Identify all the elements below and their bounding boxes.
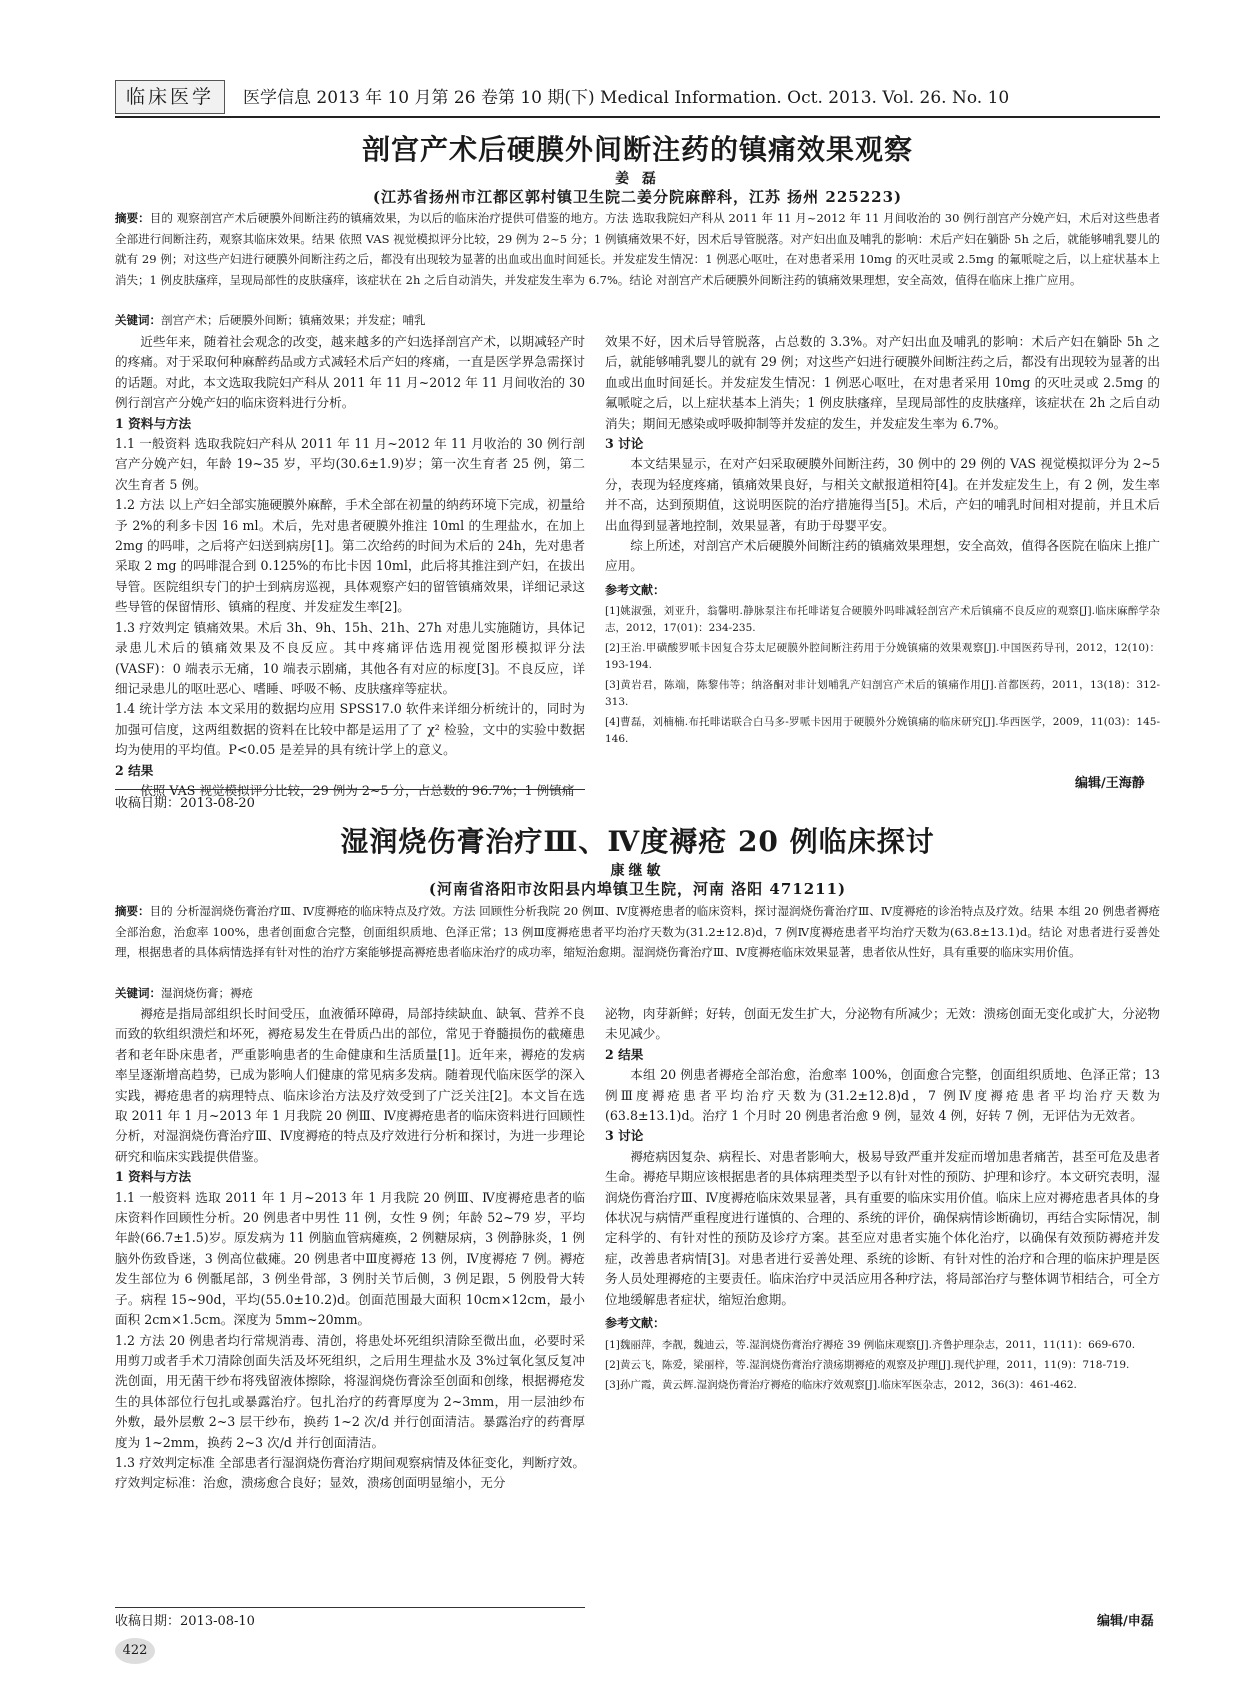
body-paragraph: 近些年来，随着社会观念的改变，越来越多的产妇选择剖宫产术，以期减轻产时的疼痛。对于采取何种麻醉药品或方式减轻术后产妇的疼痛，一直是医学界急需探讨的话题。对此，本文选取我院妇产科从 2011 年 11 月~2012 年 11 月间收治的 30 例行剖宫产分娩产妇的临床资料进行分析。 [115, 334, 585, 411]
subsection-paragraph: 1.3 疗效判定 镇痛效果。术后 3h、9h、15h、21h、27h 对患儿实施随访，具体记录患儿术后的镇痛效果及不良反应。其中疼痛评估选用视觉图形模拟评分法(VASF)：0 端表示无痛，10 端表示剧痛，其他各有对应的标度[3]。不良反应，详细记录患儿的呕吐恶心、嗜睡、呼吸不畅、皮肤瘙痒等症状。 [115, 619, 585, 696]
article2-keywords [115, 985, 1160, 1001]
reference-item: [4]曹磊，刘楠楠.布托啡诺联合白马多-罗哌卡因用于硬膜外分娩镇痛的临床研究[J].华西医学，2009，11(03)：145-146. [605, 716, 1160, 746]
reference-item: [3]孙广霞，黄云辉.湿润烧伤膏治疗褥疮的临床疗效观察[J].临床军医杂志，2012，36(3)：461-462. [605, 1378, 1077, 1391]
reference-item: [2]黄云飞，陈爱，梁丽梓，等.湿润烧伤膏治疗溃疡期褥疮的观察及护理[J].现代护理，2011，11(9)：718-719. [605, 1358, 1130, 1371]
keywords-text: 剖宫产术；后硬膜外间断；镇痛效果；并发症；哺乳 [161, 313, 426, 327]
section-heading: 2 结果 [115, 762, 154, 778]
article2-abstract [115, 901, 1160, 983]
abstract-label: 摘要： [115, 211, 150, 225]
references-heading: 参考文献： [605, 1316, 666, 1331]
article1-received-date: 收稿日期：2013-08-20 [115, 796, 255, 811]
article2-editor: 编辑/申磊 [1097, 1614, 1154, 1629]
body-paragraph: 依照 VAS 视觉模拟评分比较，29 例为 2~5 分，占总数的 96.7%；1 例镇痛 [140, 782, 575, 798]
running-header [115, 80, 1160, 114]
received-rule [115, 789, 585, 790]
article2-left-column [115, 1004, 585, 1622]
section-heading: 3 讨论 [605, 436, 644, 452]
body-paragraph: 褥疮病因复杂、病程长、对患者影响大，极易导致严重并发症而增加患者痛苦，甚至可危及患者生命。褥疮早期应该根据患者的具体病理类型予以有针对性的预防、护理和诊疗。本文研究表明，湿润烧伤膏治疗Ⅲ、Ⅳ度褥疮临床效果显著，具有重要的临床实用价值。临床上应对褥疮患者具体的身体状况与病情严重程度进行谨慎的、合理的、系统的评价，确保病情诊断确切，再结合实际情况，制定科学的、有针对性的预防及诊疗方案。甚至应对患者实施个体化治疗，以确保有效预防褥疮并发症，改善患者病情[3]。对患者进行妥善处理、系统的诊断、有针对性的治疗和合理的临床护理是医务人员处理褥疮的主要责任。临床治疗中灵活应用各种疗法，将局部治疗与整体调节相结合，可全方位地缓解患者症状，缩短治愈期。 [605, 1148, 1160, 1307]
abstract-text: 目的 分析湿润烧伤膏治疗Ⅲ、Ⅳ度褥疮的临床特点及疗效。方法 回顾性分析我院 20 例Ⅲ、Ⅳ度褥疮患者的临床资料，探讨湿润烧伤膏治疗Ⅲ、Ⅳ度褥疮的诊治特点及疗效。结果 本组 20 例患者褥疮全部治愈，治愈率 100%，患者创面愈合完整，创面组织质地、色泽正常；13 例Ⅲ度褥疮患者平均治疗天数为(31.2±12.8)d，7 例Ⅳ度褥疮患者平均治疗天数为(63.8±13.1)d。结论 对患者进行妥善处理，根据患者的具体病情选择有针对性的治疗方案能够提高褥疮患者临床治疗的成功率，缩短治愈期。湿润烧伤膏治疗Ⅲ、Ⅳ度褥疮临床效果显著，患者依从性好，具有重要的临床实用价值。 [115, 904, 1160, 959]
keywords-label: 关键词： [115, 986, 161, 1000]
article2-received-date: 收稿日期：2013-08-10 [115, 1614, 255, 1629]
section-heading: 2 结果 [605, 1046, 644, 1062]
reference-item: [2]王治.甲磺酸罗哌卡因复合芬太尼硬膜外腔间断注药用于分娩镇痛的效果观察[J].中国医药导刊，2012，12(10)：193-194. [605, 642, 1160, 672]
article2-title: 湿润烧伤膏治疗Ⅲ、Ⅳ度褥疮 20 例临床探讨 [340, 825, 935, 858]
abstract-text: 目的 观察剖宫产术后硬膜外间断注药的镇痛效果，为以后的临床治疗提供可借鉴的地方。方法 选取我院妇产科从 2011 年 11 月~2012 年 11 月间收治的 30 例行剖宫产分娩产妇，术后对这些患者全部进行间断注药，观察其临床效果。结果 依照 VAS 视觉模拟评分比较，29 例为 2~5 分；1 例镇痛效果不好，因术后导管脱落。对产妇出血及哺乳的影响：术后产妇在躺卧 5h 之后，就能够哺乳婴儿的就有 29 例；对这些产妇进行硬膜外间断注药之后，都没有出现较为显著的出血或出血时间延长。并发症发生情况：1 例恶心呕吐，在对患者采用 10mg 的灭吐灵或 2.5mg 的氟哌啶之后，以上症状基本上消失；1 例皮肤瘙痒，呈现局部性的皮肤瘙痒，该症状在 2h 之后自动消失，并发症发生率为 6.7%。结论 对剖宫产术后硬膜外间断注药的镇痛效果理想，安全高效，值得在临床上推广应用。 [115, 211, 1160, 287]
article1-title: 剖宫产术后硬膜外间断注药的镇痛效果观察 [361, 133, 913, 166]
article2-right-column [605, 1004, 1160, 1616]
header-rule [115, 116, 1160, 118]
reference-item: [1]姚淑强，刘亚升，翁馨明.静脉泵注布托啡诺复合硬膜外吗啡减轻剖宫产术后镇痛不良反应的观察[J].临床麻醉学杂志，2012，17(01)：234-235. [605, 605, 1160, 635]
references-heading: 参考文献： [605, 582, 666, 597]
subsection-paragraph: 1.1 一般资料 选取我院妇产科从 2011 年 11 月~2012 年 11 月收治的 30 例行剖宫产分娩产妇，年龄 19~35 岁，平均(30.6±1.9)岁；第一次生育者 25 例，第二次生育者 5 例。 [115, 436, 585, 492]
article1-editor: 编辑/王海静 [1075, 776, 1145, 791]
subsection-paragraph: 1.2 方法 以上产妇全部实施硬膜外麻醉，手术全部在初量的纳药环境下完成，初量给予 2%的利多卡因 16 ml。术后，先对患者硬膜外推注 10ml 的生理盐水，在加上 2mg 的吗啡，之后将产妇送到病房[1]。第二次给药的时间为术后的 24h，先对患者采取 2 mg 的吗啡混合到 0.125%的布比卡因 10ml，此后将其推注到产妇，在拔出导管。医院组织专门的护士到病房巡视，具体观察产妇的留管镇痛效果，详细记录这些导管的保留情形、镇痛的程度、并发症发生率[2]。 [115, 497, 585, 615]
page-number: 422 [115, 1638, 155, 1664]
journal-info: 医学信息 2013 年 10 月第 26 卷第 10 期(下) Medical Information. Oct. 2013. Vol. 26. No. 10 [243, 88, 1010, 108]
article2-affiliation: (河南省洛阳市汝阳县内埠镇卫生院，河南 洛阳 471211) [428, 880, 847, 898]
subsection-paragraph: 泌物，肉芽新鲜；好转，创面无发生扩大，分泌物有所减少；无效：溃疡创面无变化或扩大，分泌物未见减少。 [605, 1006, 1160, 1042]
article2-author: 康继敏 [610, 863, 665, 879]
subsection-paragraph: 1.3 疗效判定标准 全部患者行湿润烧伤膏治疗期间观察病情及体征变化，判断疗效。疗效判定标准：治愈，溃疡愈合良好；显效，溃疡创面明显缩小，无分 [115, 1454, 585, 1491]
subsection-paragraph: 效果不好，因术后导管脱落，占总数的 3.3%。对产妇出血及哺乳的影响：术后产妇在躺卧 5h 之后，就能够哺乳婴儿的就有 29 例；对这些产妇进行硬膜外间断注药之后，都没有出现较为显著的出血或出血时间延长。并发症发生情况：1 例恶心呕吐，在对患者采用 10mg 的灭吐灵或 2.5mg 的氟哌啶之后，以上症状基本上消失；1 例皮肤瘙痒，呈现局部性的皮肤瘙痒，该症状在 2h 之后自动消失；期间无感染或呼吸抑制等并发症的发生，并发症发生率为 6.7%。 [605, 334, 1160, 431]
keywords-label: 关键词： [115, 313, 161, 327]
section-tag: 临床医学 [115, 80, 225, 114]
section-heading: 3 讨论 [605, 1128, 644, 1144]
article1-affiliation: (江苏省扬州市江都区郭村镇卫生院二姜分院麻醉科，江苏 扬州 225223) [372, 188, 903, 206]
article1-left-column [115, 332, 585, 798]
article1-author: 姜 磊 [615, 171, 660, 187]
article1-abstract [115, 208, 1160, 310]
body-paragraph: 本组 20 例患者褥疮全部治愈，治愈率 100%，创面愈合完整，创面组织质地、色泽正常；13 例Ⅲ度褥疮患者平均治疗天数为(31.2±12.8)d，7 例Ⅳ度褥疮患者平均治疗天数为(63.8±13.1)d。治疗 1 个月时 20 例患者治愈 9 例，显效 4 例，好转 7 例，无评估为无效者。 [605, 1067, 1160, 1124]
reference-item: [1]魏丽萍，李靓，魏迪云，等.湿润烧伤膏治疗褥疮 39 例临床观察[J].齐鲁护理杂志，2011，11(11)：669-670. [605, 1338, 1136, 1351]
body-paragraph: 本文结果显示，在对产妇采取硬膜外间断注药，30 例中的 29 例的 VAS 视觉模拟评分为 2~5 分，表现为轻度疼痛，镇痛效果良好，与相关文献报道相符[4]。在并发症发生上，有 2 例，发生率并不高，达到预期值，这说明医院的治疗措施得当[5]。术后，产妇的哺乳时间相对提前，并且术后出血得到显著地控制，效果显著，有助于母婴平安。 [605, 456, 1160, 533]
section-heading: 1 资料与方法 [115, 415, 192, 431]
body-paragraph: 综上所述，对剖宫产术后硬膜外间断注药的镇痛效果理想，安全高效，值得各医院在临床上推广应用。 [605, 538, 1160, 574]
keywords-text: 湿润烧伤膏；褥疮 [161, 986, 253, 1000]
subsection-paragraph: 1.1 一般资料 选取 2011 年 1 月~2013 年 1 月我院 20 例Ⅲ、Ⅳ度褥疮患者的临床资料作回顾性分析。20 例患者中男性 11 例，女性 9 例；年龄 52~79 岁，平均年龄(66.7±1.5)岁。原发病为 11 例脑血管病瘫痪，2 例糖尿病，3 例静脉炎，1 例脑外伤致昏迷，3 例高位截瘫。20 例患者中Ⅲ度褥疮 13 例，Ⅳ度褥疮 7 例。褥疮发生部位为 6 例骶尾部，3 例坐骨部，3 例肘关节后侧，3 例足跟，5 例股骨大转子。病程 15~90d，平均(55.0±10.2)d。创面范围最大面积 10cm×12cm，最小面积 2cm×1.5cm。深度为 5mm~20mm。 [115, 1189, 585, 1328]
reference-item: [3]黄岩君，陈端，陈黎伟等；纳洛酮对非计划哺乳产妇剖宫产术后的镇痛作用[J].首都医药，2011，13(18)：312-313. [605, 679, 1160, 709]
received-rule [115, 1607, 585, 1608]
article1-right-column [605, 332, 1160, 784]
subsection-paragraph: 1.2 方法 20 例患者均行常规消毒、清创，将患处坏死组织清除至微出血，必要时采用剪刀或者手术刀清除创面失活及坏死组织，之后用生理盐水及 3%过氧化氢反复冲洗创面，用无菌干纱布将残留液体擦除，将湿润烧伤膏涂至创面和创缘，根据褥疮发生的具体部位行包扎或暴露治疗。包扎治疗的药膏厚度为 2~3mm，用一层油纱布外敷，最外层敷 2~3 层干纱布，换药 1~2 次/d 并行创面清洁。暴露治疗的药膏厚度为 1~2mm，换药 2~3 次/d 并行创面清洁。 [115, 1332, 585, 1450]
body-paragraph: 褥疮是指局部组织长时间受压，血液循环障碍，局部持续缺血、缺氧、营养不良而致的软组织溃烂和坏死，褥疮易发生在骨质凸出的部位，常见于脊髓损伤的截瘫患者和老年卧床患者，严重影响患者的生命健康和生活质量[1]。近年来，褥疮的发病率呈逐渐增高趋势，已成为影响人们健康的常见病多发病。随着现代临床医学的深入实践，褥疮患者的病理特点、临床诊治方法及疗效受到了广泛关注[2]。本文旨在选取 2011 年 1 月~2013 年 1 月我院 20 例Ⅲ、Ⅳ度褥疮患者的临床资料进行回顾性分析，对湿润烧伤膏治疗Ⅲ、Ⅳ度褥疮的特点及疗效进行分析和探讨，为进一步理论研究和临床实践提供借鉴。 [115, 1006, 585, 1164]
article1-keywords [115, 312, 1160, 328]
subsection-paragraph: 1.4 统计学方法 本文采用的数据均应用 SPSS17.0 软件来详细分析统计的，同时为加强可信度，这两组数据的资料在比较中都是运用了了 χ² 检验，文中的实验中数据均为使用的平均值。P<0.05 是差异的具有统计学上的意义。 [115, 701, 585, 758]
section-heading: 1 资料与方法 [115, 1169, 192, 1185]
abstract-label: 摘要： [115, 904, 150, 918]
